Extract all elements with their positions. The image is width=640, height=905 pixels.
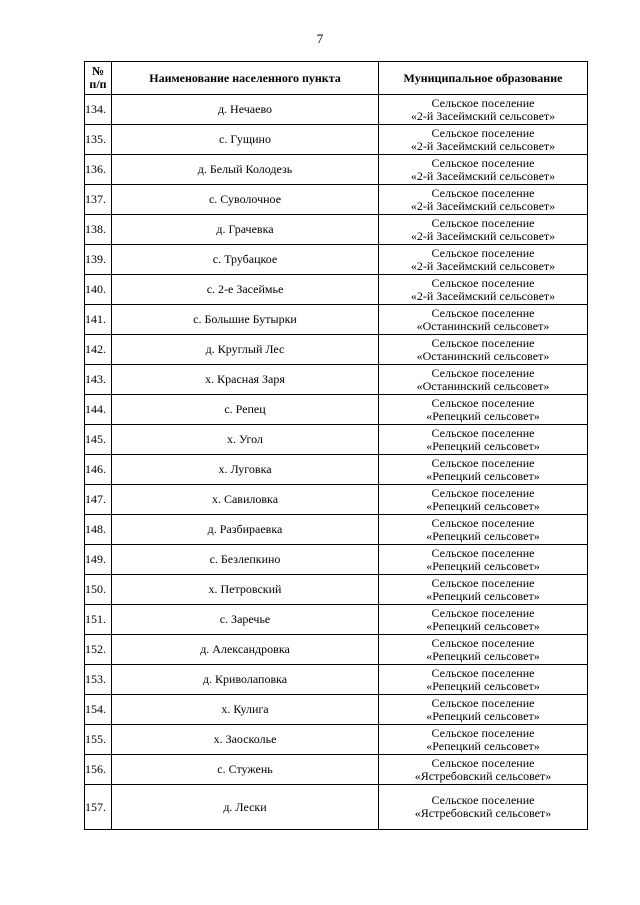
row-number: 141. [85,305,112,335]
row-number: 152. [85,635,112,665]
municipality-name: «Репецкий сельсовет» [426,588,540,603]
municipality-name: «Репецкий сельсовет» [426,708,540,723]
municipality-type: Сельское поселение [431,545,535,560]
row-number: 144. [85,395,112,425]
municipality-cell [379,515,588,545]
table-row [85,275,588,305]
row-number: 146. [85,455,112,485]
table-row [85,545,588,575]
table-row [85,125,588,155]
header-municipality: Муниципальное образование [379,62,588,95]
settlement-name: х. Луговка [112,455,379,485]
settlement-name: с. Безлепкино [112,545,379,575]
row-number: 142. [85,335,112,365]
table-row [85,665,588,695]
municipality-type: Сельское поселение [431,275,535,290]
row-number: 156. [85,755,112,785]
table-row [85,575,588,605]
municipality-cell [379,185,588,215]
row-number: 134. [85,95,112,125]
municipality-name: «Репецкий сельсовет» [426,528,540,543]
header-settlement-name: Наименование населенного пункта [112,62,379,95]
row-number: 151. [85,605,112,635]
row-number: 137. [85,185,112,215]
row-number: 135. [85,125,112,155]
table-row [85,335,588,365]
municipality-type: Сельское поселение [431,155,535,170]
municipality-cell [379,665,588,695]
municipality-cell [379,395,588,425]
municipality-name: «Репецкий сельсовет» [426,438,540,453]
row-number: 136. [85,155,112,185]
table-row [85,455,588,485]
municipality-name: «Ястребовский сельсовет» [414,768,552,783]
settlement-name: с. Репец [112,395,379,425]
table-row [85,395,588,425]
row-number: 149. [85,545,112,575]
settlement-name: х. Заоскольe [112,725,379,755]
settlement-name: с. Большие Бутырки [112,305,379,335]
municipality-type: Сельское поселение [431,695,535,710]
municipality-name: «Репецкий сельсовет» [426,618,540,633]
settlement-name: д. Круглый Лес [112,335,379,365]
municipality-name: «2-й Засеймский сельсовет» [410,198,556,213]
municipality-type: Сельское поселение [431,605,535,620]
settlement-name: х. Угол [112,425,379,455]
table-row [85,605,588,635]
municipality-type: Сельское поселение [431,485,535,500]
municipality-type: Сельское поселение [431,425,535,440]
municipality-name: «Репецкий сельсовет» [426,678,540,693]
header-num: № п/п [85,62,112,95]
settlement-name: х. Кулига [112,695,379,725]
row-number: 147. [85,485,112,515]
row-number: 140. [85,275,112,305]
municipality-cell [379,695,588,725]
table-header-row [85,62,588,95]
municipality-name: «2-й Засеймский сельсовет» [410,258,556,273]
settlement-name: с. Трубацкое [112,245,379,275]
municipality-name: «2-й Засеймский сельсовет» [410,288,556,303]
row-number: 138. [85,215,112,245]
settlement-name: д. Александровка [112,635,379,665]
table-row [85,245,588,275]
municipality-name: «2-й Засеймский сельсовет» [410,138,556,153]
table-row [85,185,588,215]
settlement-name: д. Нечаево [112,95,379,125]
settlements-table [84,61,588,830]
municipality-cell [379,335,588,365]
municipality-cell [379,215,588,245]
municipality-type: Сельское поселение [431,755,535,770]
table-row [85,425,588,455]
municipality-cell [379,425,588,455]
municipality-name: «Останинский сельсовет» [416,318,550,333]
settlement-name: с. Гущино [112,125,379,155]
municipality-cell [379,545,588,575]
settlement-name: д. Белый Колодезь [112,155,379,185]
settlement-name: с. 2-е Засеймье [112,275,379,305]
settlement-name: с. Суволочное [112,185,379,215]
municipality-cell [379,575,588,605]
table-row [85,755,588,785]
municipality-cell [379,605,588,635]
municipality-cell [379,755,588,785]
settlement-name: д. Грачевка [112,215,379,245]
table-row [85,215,588,245]
settlement-name: д. Разбираевка [112,515,379,545]
municipality-type: Сельское поселение [431,665,535,680]
municipality-name: «Репецкий сельсовет» [426,648,540,663]
municipality-type: Сельское поселение [431,335,535,350]
municipality-cell [379,95,588,125]
settlement-name: с. Стужень [112,755,379,785]
municipality-cell [379,275,588,305]
settlement-name: х. Петровский [112,575,379,605]
municipality-name: «Репецкий сельсовет» [426,738,540,753]
municipality-name: «Останинский сельсовет» [416,348,550,363]
municipality-type: Сельское поселение [431,245,535,260]
municipality-cell [379,125,588,155]
row-number: 139. [85,245,112,275]
settlement-name: д. Криволаповка [112,665,379,695]
row-number: 148. [85,515,112,545]
municipality-cell [379,725,588,755]
row-number: 157. [85,785,112,830]
municipality-type: Сельское поселение [431,125,535,140]
municipality-type: Сельское поселение [431,215,535,230]
municipality-cell [379,155,588,185]
row-number: 154. [85,695,112,725]
municipality-type: Сельское поселение [431,515,535,530]
municipality-type: Сельское поселение [431,95,535,110]
municipality-type: Сельское поселение [431,793,535,807]
municipality-type: Сельское поселение [431,305,535,320]
table-row [85,365,588,395]
municipality-type: Сельское поселение [431,455,535,470]
municipality-cell [379,485,588,515]
municipality-name: «Репецкий сельсовет» [426,408,540,423]
settlement-name: с. Заречье [112,605,379,635]
table-row [85,725,588,755]
municipality-type: Сельское поселение [431,575,535,590]
table-row [85,95,588,125]
municipality-name: «2-й Засеймский сельсовет» [410,108,556,123]
municipality-cell [379,305,588,335]
municipality-name: «Останинский сельсовет» [416,378,550,393]
page-number: 7 [316,31,324,46]
row-number: 143. [85,365,112,395]
municipality-type: Сельское поселение [431,395,535,410]
row-number: 153. [85,665,112,695]
municipality-cell [379,365,588,395]
municipality-name: «Репецкий сельсовет» [426,558,540,573]
municipality-cell [379,455,588,485]
table-row [85,485,588,515]
table-row [85,515,588,545]
municipality-name: «2-й Засеймский сельсовет» [410,168,556,183]
municipality-type: Сельское поселение [431,635,535,650]
table-body [85,95,588,830]
table-row [85,635,588,665]
settlement-name: х. Савиловка [112,485,379,515]
municipality-cell [379,245,588,275]
row-number: 150. [85,575,112,605]
table-row [85,695,588,725]
table-row [85,155,588,185]
table-row [85,785,588,830]
row-number: 155. [85,725,112,755]
table-row [85,305,588,335]
settlement-name: д. Лески [112,785,379,830]
row-number: 145. [85,425,112,455]
municipality-name: «Репецкий сельсовет» [426,498,540,513]
municipality-cell [379,635,588,665]
municipality-name: «2-й Засеймский сельсовет» [410,228,556,243]
municipality-name: «Ястребовский сельсовет» [414,806,552,820]
municipality-cell [379,785,588,830]
settlement-name: х. Красная Заря [112,365,379,395]
municipality-name: «Репецкий сельсовет» [426,468,540,483]
municipality-type: Сельское поселение [431,185,535,200]
municipality-type: Сельское поселение [431,365,535,380]
municipality-type: Сельское поселение [431,725,535,740]
